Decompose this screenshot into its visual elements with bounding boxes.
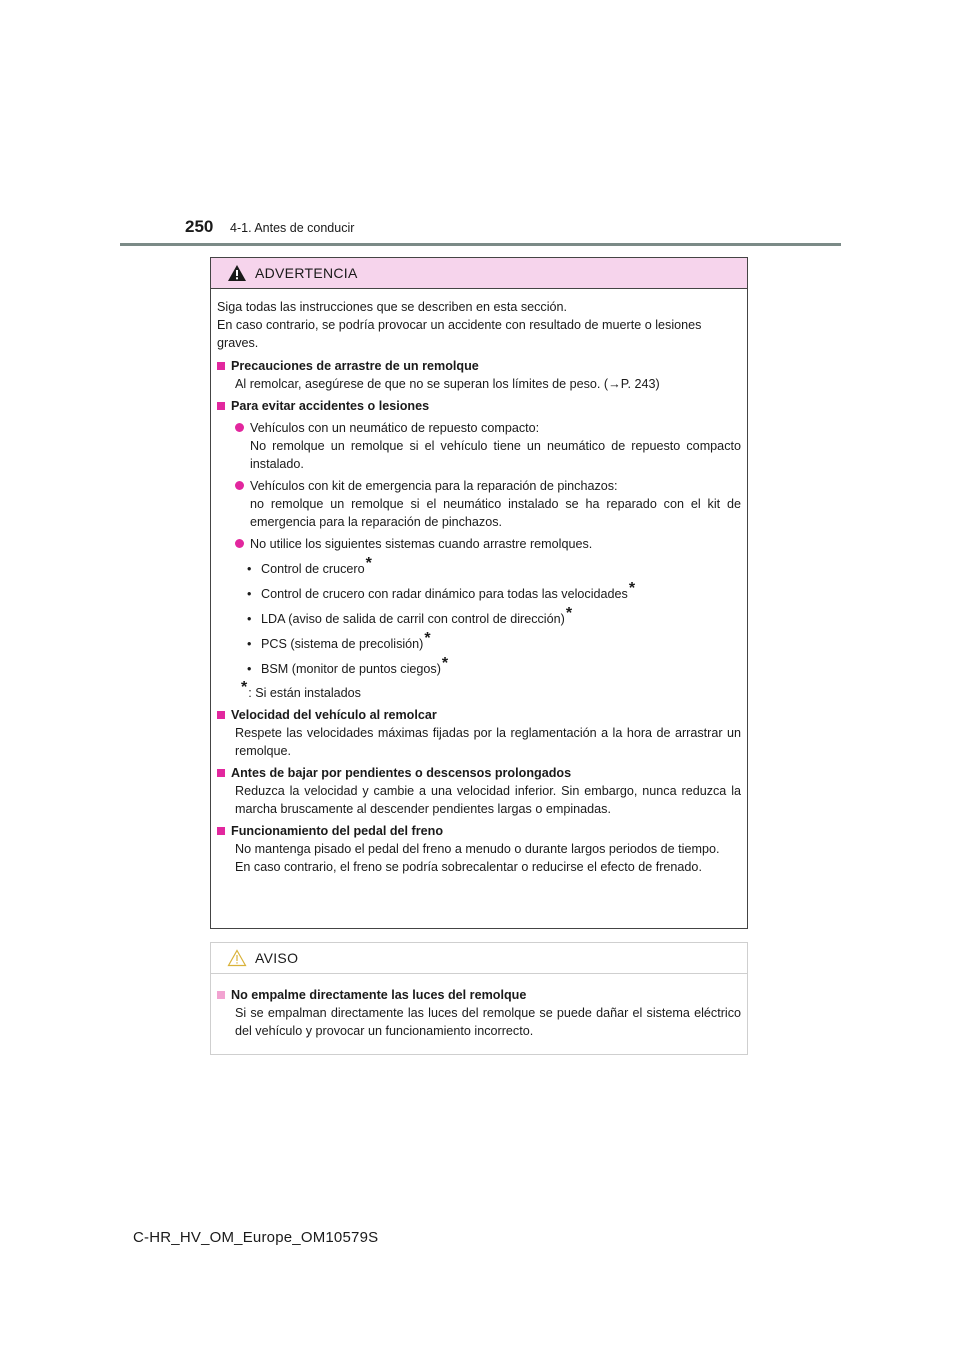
intro-line: Siga todas las instrucciones que se describen en esta sección. — [217, 300, 568, 314]
warning-triangle-icon — [227, 264, 247, 282]
brake-heading — [217, 822, 741, 840]
downhill-title: Antes de bajar por pendientes o descensos prolongados — [231, 766, 572, 780]
system-name: PCS (sistema de precolisión) — [261, 637, 424, 651]
square-bullet-icon — [217, 711, 225, 719]
square-bullet-icon — [217, 827, 225, 835]
page-number: 250 — [185, 217, 214, 236]
circle-bullet-icon — [235, 423, 244, 432]
brake-title: Funcionamiento del pedal del freno — [231, 824, 444, 838]
lights-heading — [217, 986, 741, 1004]
system-list-item: • PCS (sistema de precolisión)* — [247, 629, 431, 651]
avoid-heading — [217, 397, 741, 415]
asterisk-mark: * — [365, 554, 372, 572]
notice-title: AVISO — [255, 950, 299, 966]
notice-box — [210, 942, 748, 1055]
speed-heading — [217, 706, 741, 724]
towing-text: Al remolcar, asegúrese de que no se superan los límites de peso. (→P. 243) — [235, 377, 660, 391]
towing-heading — [217, 357, 741, 375]
intro-line: En caso contrario, se podría provocar un accidente con resultado de muerte o lesiones graves. — [217, 318, 702, 350]
asterisk-mark: * — [424, 629, 431, 647]
brake-text: No mantenga pisado el pedal del freno a menudo o durante largos periodos de tiempo. — [235, 842, 720, 856]
system-list-item: • Control de crucero* — [247, 554, 372, 576]
compact-tire-text: No remolque un remolque si el vehículo tiene un neumático de repuesto compacto instalado. — [250, 439, 741, 471]
speed-text: Respete las velocidades máximas fijadas por la reglamentación a la hora de arrastrar un remolque. — [235, 726, 741, 758]
asterisk-mark: * — [565, 604, 573, 622]
repair-kit-item — [235, 477, 741, 531]
system-list-item: • Control de crucero con radar dinámico para todas las velocidades* — [247, 579, 636, 601]
towing-title: Precauciones de arrastre de un remolque — [231, 359, 479, 373]
system-name: Control de crucero — [261, 562, 365, 576]
square-bullet-icon — [217, 362, 225, 370]
warning-header — [211, 258, 747, 289]
repair-kit-label: Vehículos con kit de emergencia para la reparación de pinchazos: — [250, 479, 618, 493]
square-bullet-icon — [217, 402, 225, 410]
footer-doc-id: C-HR_HV_OM_Europe_OM10579S — [133, 1229, 379, 1246]
section-title: 4-1. Antes de conducir — [230, 221, 355, 235]
systems-text: No utilice los siguientes sistemas cuando arrastre remolques. — [250, 537, 593, 551]
footnote — [241, 678, 741, 702]
circle-bullet-icon — [235, 539, 244, 548]
avoid-title: Para evitar accidentes o lesiones — [231, 399, 430, 413]
compact-tire-label: Vehículos con un neumático de repuesto compacto: — [250, 421, 540, 435]
notice-body — [211, 974, 747, 1040]
asterisk-mark: * — [628, 579, 636, 597]
warning-title: ADVERTENCIA — [255, 265, 358, 281]
downhill-text: Reduzca la velocidad y cambie a una velocidad inferior. Sin embargo, nunca reduzca la marcha bruscamente al descender pendientes largas o empinadas. — [235, 784, 741, 816]
asterisk-mark: * — [441, 654, 449, 672]
system-list-item: • LDA (aviso de salida de carril con control de dirección)* — [247, 604, 573, 626]
square-bullet-icon — [217, 769, 225, 777]
warning-body — [211, 289, 747, 876]
system-list-item: • BSM (monitor de puntos ciegos)* — [247, 654, 449, 676]
system-name: BSM (monitor de puntos ciegos) — [261, 662, 441, 676]
speed-title: Velocidad del vehículo al remolcar — [231, 708, 437, 722]
system-name: Control de crucero con radar dinámico para todas las velocidades — [261, 587, 628, 601]
systems-item — [235, 535, 741, 553]
warning-intro — [217, 298, 741, 352]
footnote-text: : Si están instalados — [248, 686, 361, 700]
repair-kit-text: no remolque un remolque si el neumático instalado se ha reparado con el kit de emergencia para la reparación de pinchazos. — [250, 497, 741, 529]
brake-text: En caso contrario, el freno se podría sobrecalentar o reducirse el efecto de frenado. — [235, 860, 702, 874]
asterisk-mark: * — [241, 678, 248, 696]
warning-box — [210, 257, 748, 929]
lights-title: No empalme directamente las luces del remolque — [231, 988, 527, 1002]
lights-text: Si se empalman directamente las luces del remolque se puede dañar el sistema eléctrico del vehículo y provocar un funcionamiento incorrecto. — [235, 1006, 741, 1038]
circle-bullet-icon — [235, 481, 244, 490]
notice-header — [211, 943, 747, 974]
header-rule — [120, 243, 841, 246]
system-name: LDA (aviso de salida de carril con control de dirección) — [261, 612, 565, 626]
downhill-heading — [217, 764, 741, 782]
caution-triangle-icon — [227, 949, 247, 967]
square-bullet-icon — [217, 991, 225, 999]
compact-tire-item — [235, 419, 741, 473]
